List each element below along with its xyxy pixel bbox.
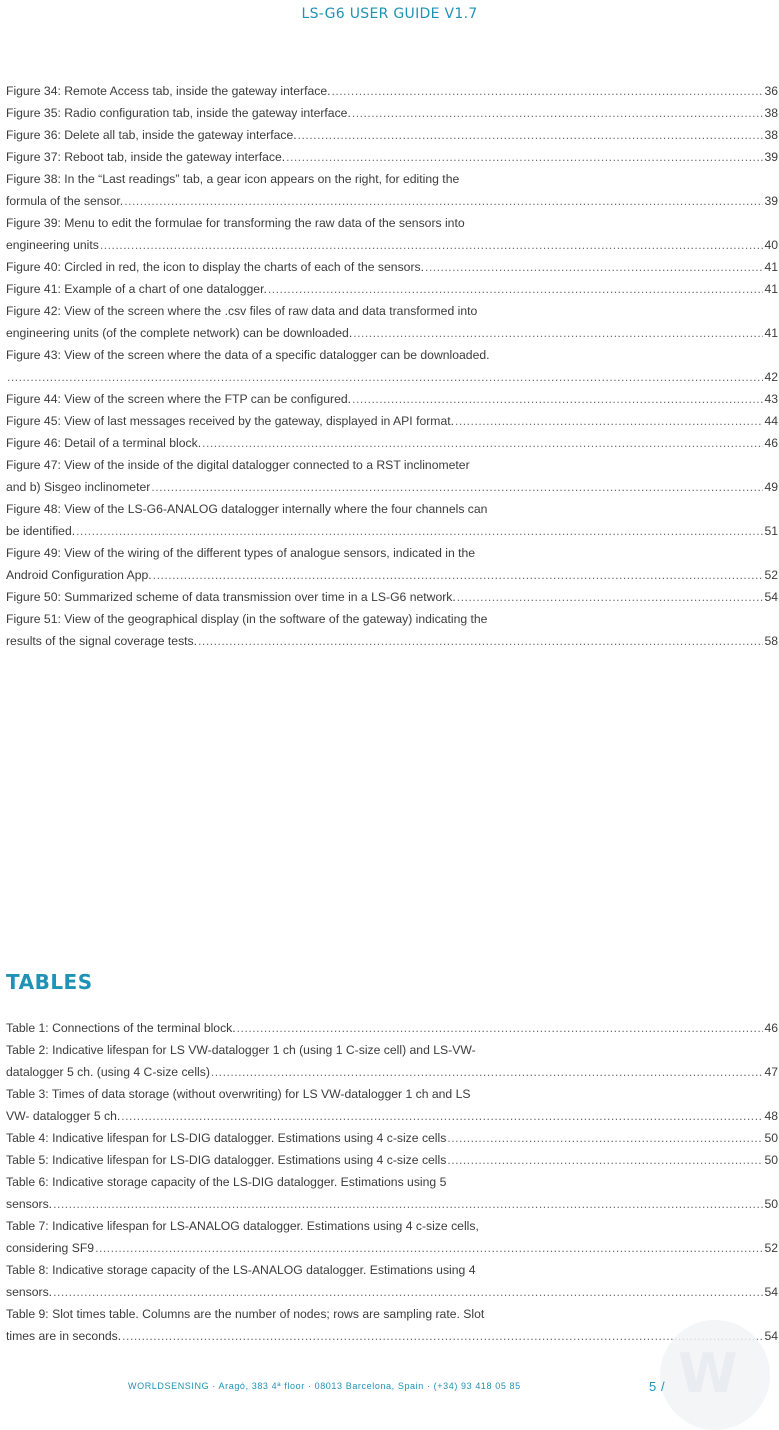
table-entry-text: Table 2: Indicative lifespan for LS VW-datalogger 1 ch (using 1 C-size cell) and LS-VW- — [6, 1043, 476, 1057]
figure-entry-text: Figure 38: In the “Last readings” tab, a gear icon appears on the right, for editing the — [6, 172, 460, 186]
dot-leader — [122, 1325, 763, 1347]
figure-entry[interactable] — [6, 256, 778, 278]
table-entry-text: Table 1: Connections of the terminal block. — [6, 1021, 236, 1035]
figure-entry[interactable] — [6, 102, 778, 124]
table-entry[interactable] — [6, 1039, 778, 1083]
figure-entry-text: Figure 50: Summarized scheme of data transmission over time in a LS-G6 network. — [6, 590, 456, 604]
dot-leader — [100, 234, 764, 256]
table-entry[interactable] — [6, 1171, 778, 1215]
figure-entry[interactable] — [6, 80, 778, 102]
figure-entry-leader-line — [6, 586, 778, 608]
figure-entry-leader-line — [6, 278, 778, 300]
figure-entry-leader-line — [6, 146, 778, 168]
figure-entry[interactable] — [6, 168, 778, 212]
table-entry-text: sensors. — [6, 1197, 53, 1211]
figure-entry-text: Figure 34: Remote Access tab, inside the gateway interface. — [6, 84, 331, 98]
figure-entry-leader-line — [6, 80, 778, 102]
table-entry-leader-line — [6, 1325, 778, 1347]
dot-leader — [457, 586, 764, 608]
dot-leader — [151, 476, 763, 498]
dot-leader — [211, 1061, 764, 1083]
figure-page-number: 46 — [764, 436, 778, 450]
table-entry-text: Table 9: Slot times table. Columns are the number of nodes; rows are sampling rate. Slot — [6, 1307, 485, 1321]
figure-entry-leader-line — [6, 388, 778, 410]
table-entry-leader-line — [6, 1017, 778, 1039]
figure-entry[interactable] — [6, 278, 778, 300]
dot-leader — [95, 1237, 763, 1259]
figure-entry[interactable] — [6, 212, 778, 256]
table-entry-text: Table 5: Indicative lifespan for LS-DIG datalogger. Estimations using 4 c-size cells — [6, 1153, 447, 1167]
figure-entry-text: Android Configuration App. — [6, 568, 152, 582]
figure-entry-text: Figure 45: View of last messages received by the gateway, displayed in API format. — [6, 414, 455, 428]
figure-entry[interactable] — [6, 388, 778, 410]
figure-entry[interactable] — [6, 124, 778, 146]
figure-entry[interactable] — [6, 454, 778, 498]
list-of-tables — [6, 1017, 778, 1347]
dot-leader — [153, 564, 764, 586]
figure-entry-leader-line — [6, 190, 778, 212]
figure-entry-text: Figure 42: View of the screen where the .csv files of raw data and data transformed into — [6, 304, 478, 318]
figure-entry-text: Figure 35: Radio configuration tab, inside the gateway interface. — [6, 106, 351, 120]
figure-page-number: 54 — [764, 590, 778, 604]
figure-page-number: 39 — [764, 150, 778, 164]
dot-leader — [198, 630, 763, 652]
table-entry-text: Table 6: Indicative storage capacity of the LS-DIG datalogger. Estimations using 5 — [6, 1175, 447, 1189]
dot-leader — [352, 102, 764, 124]
dot-leader — [332, 80, 764, 102]
table-page-number: 52 — [764, 1241, 778, 1255]
figure-entry-text: formula of the sensor. — [6, 194, 124, 208]
table-entry[interactable] — [6, 1149, 778, 1171]
table-page-number: 54 — [764, 1285, 778, 1299]
figure-entry-text: Figure 47: View of the inside of the digital datalogger connected to a RST inclinometer — [6, 458, 470, 472]
figure-entry-leader-line — [6, 564, 778, 586]
figure-entry-text: Figure 48: View of the LS-G6-ANALOG datalogger internally where the four channels can — [6, 502, 488, 516]
figure-entry-text: Figure 37: Reboot tab, inside the gateway interface. — [6, 150, 286, 164]
figure-page-number: 58 — [764, 634, 778, 648]
table-entry[interactable] — [6, 1017, 778, 1039]
figure-page-number: 51 — [764, 524, 778, 538]
figure-entry-leader-line — [6, 630, 778, 652]
figure-page-number: 49 — [764, 480, 778, 494]
table-entry-leader-line — [6, 1127, 778, 1149]
dot-leader — [53, 1193, 763, 1215]
figure-entry-text: Figure 36: Delete all tab, inside the gateway interface. — [6, 128, 297, 142]
figure-entry-text: be identified. — [6, 524, 76, 538]
table-entry-leader-line — [6, 1281, 778, 1303]
tables-section-heading: TABLES — [6, 970, 93, 994]
dot-leader — [425, 256, 763, 278]
figure-page-number: 39 — [764, 194, 778, 208]
figure-entry-text: Figure 41: Example of a chart of one datalogger. — [6, 282, 267, 296]
figure-entry-leader-line — [6, 520, 778, 542]
figure-entry-text: Figure 43: View of the screen where the data of a specific datalogger can be downloaded. — [6, 348, 490, 362]
footer-company-address: WORLDSENSING · Aragó, 383 4ª floor · 08013 Barcelona, Spain · (+34) 93 418 05 85 — [128, 1381, 521, 1391]
table-page-number: 50 — [764, 1131, 778, 1145]
figure-entry[interactable] — [6, 146, 778, 168]
figure-page-number: 43 — [764, 392, 778, 406]
figure-entry-text: Figure 40: Circled in red, the icon to display the charts of each of the sensors. — [6, 260, 424, 274]
figure-entry-text: Figure 49: View of the wiring of the different types of analogue sensors, indicated in the — [6, 546, 476, 560]
table-entry-leader-line — [6, 1061, 778, 1083]
figure-entry-leader-line — [6, 366, 778, 388]
figure-entry-leader-line — [6, 124, 778, 146]
figure-entry[interactable] — [6, 300, 778, 344]
figure-page-number: 40 — [764, 238, 778, 252]
table-page-number: 46 — [764, 1021, 778, 1035]
table-page-number: 50 — [764, 1153, 778, 1167]
dot-leader — [53, 1281, 763, 1303]
dot-leader — [7, 366, 763, 388]
table-entry-text: Table 8: Indicative storage capacity of the LS-ANALOG datalogger. Estimations using 4 — [6, 1263, 476, 1277]
dot-leader — [237, 1017, 764, 1039]
table-page-number: 50 — [764, 1197, 778, 1211]
footer-page-number: 5 / — [649, 1379, 666, 1394]
table-page-number: 47 — [764, 1065, 778, 1079]
figure-entry-text: Figure 39: Menu to edit the formulae for transforming the raw data of the sensors into — [6, 216, 465, 230]
table-entry-text: considering SF9 — [6, 1241, 95, 1255]
table-entry-text: times are in seconds. — [6, 1329, 122, 1343]
table-entry-text: sensors. — [6, 1285, 53, 1299]
figure-entry-leader-line — [6, 102, 778, 124]
table-entry-leader-line — [6, 1105, 778, 1127]
figure-page-number: 42 — [764, 370, 778, 384]
figure-entry[interactable] — [6, 498, 778, 542]
page-header-title: LS-G6 USER GUIDE V1.7 — [301, 6, 478, 22]
figure-entry-leader-line — [6, 476, 778, 498]
table-entry[interactable] — [6, 1083, 778, 1127]
figure-entry-leader-line — [6, 234, 778, 256]
table-entry-text: Table 4: Indicative lifespan for LS-DIG datalogger. Estimations using 4 c-size cells — [6, 1131, 447, 1145]
dot-leader — [298, 124, 764, 146]
table-entry-leader-line — [6, 1237, 778, 1259]
figure-entry[interactable] — [6, 608, 778, 652]
figure-entry[interactable] — [6, 586, 778, 608]
figure-entry-text: Figure 46: Detail of a terminal block. — [6, 436, 202, 450]
table-entry[interactable] — [6, 1215, 778, 1259]
dot-leader — [447, 1127, 763, 1149]
table-entry-leader-line — [6, 1193, 778, 1215]
table-entry-text: VW- datalogger 5 ch. — [6, 1109, 121, 1123]
figure-page-number: 41 — [764, 282, 778, 296]
table-entry-leader-line — [6, 1149, 778, 1171]
figure-page-number: 41 — [764, 326, 778, 340]
table-page-number: 48 — [764, 1109, 778, 1123]
figure-entry[interactable] — [6, 542, 778, 586]
figure-entry-text: results of the signal coverage tests. — [6, 634, 198, 648]
figure-entry-text: Figure 44: View of the screen where the FTP can be configured. — [6, 392, 352, 406]
table-page-number: 54 — [764, 1329, 778, 1343]
dot-leader — [268, 278, 764, 300]
figure-entry-leader-line — [6, 256, 778, 278]
figure-page-number: 52 — [764, 568, 778, 582]
figure-entry[interactable] — [6, 432, 778, 454]
figure-entry-leader-line — [6, 322, 778, 344]
dot-leader — [353, 322, 763, 344]
dot-leader — [455, 410, 763, 432]
figure-entry-leader-line — [6, 432, 778, 454]
table-entry[interactable] — [6, 1127, 778, 1149]
table-entry[interactable] — [6, 1303, 778, 1347]
figure-page-number: 38 — [764, 106, 778, 120]
figure-entry-text: engineering units (of the complete network) can be downloaded. — [6, 326, 353, 340]
figure-entry-text: and b) Sisgeo inclinometer — [6, 480, 151, 494]
worldsensing-watermark-logo: W — [660, 1320, 770, 1430]
dot-leader — [286, 146, 763, 168]
dot-leader — [124, 190, 763, 212]
figure-entry[interactable] — [6, 410, 778, 432]
figure-page-number: 38 — [764, 128, 778, 142]
dot-leader — [121, 1105, 763, 1127]
dot-leader — [447, 1149, 763, 1171]
table-entry-text: Table 7: Indicative lifespan for LS-ANALOG datalogger. Estimations using 4 c-size cells, — [6, 1219, 479, 1233]
figure-entry-text: Figure 51: View of the geographical display (in the software of the gateway) indicating the — [6, 612, 488, 626]
dot-leader — [76, 520, 763, 542]
figure-page-number: 36 — [764, 84, 778, 98]
figure-page-number: 44 — [764, 414, 778, 428]
table-entry-text: datalogger 5 ch. (using 4 C-size cells) — [6, 1065, 210, 1079]
figure-entry-text: engineering units — [6, 238, 99, 252]
table-entry-text: Table 3: Times of data storage (without overwriting) for LS VW-datalogger 1 ch and LS — [6, 1087, 471, 1101]
figure-entry[interactable] — [6, 344, 778, 388]
figure-page-number: 41 — [764, 260, 778, 274]
dot-leader — [352, 388, 763, 410]
dot-leader — [202, 432, 763, 454]
list-of-figures — [6, 80, 778, 652]
table-entry[interactable] — [6, 1259, 778, 1303]
figure-entry-leader-line — [6, 410, 778, 432]
